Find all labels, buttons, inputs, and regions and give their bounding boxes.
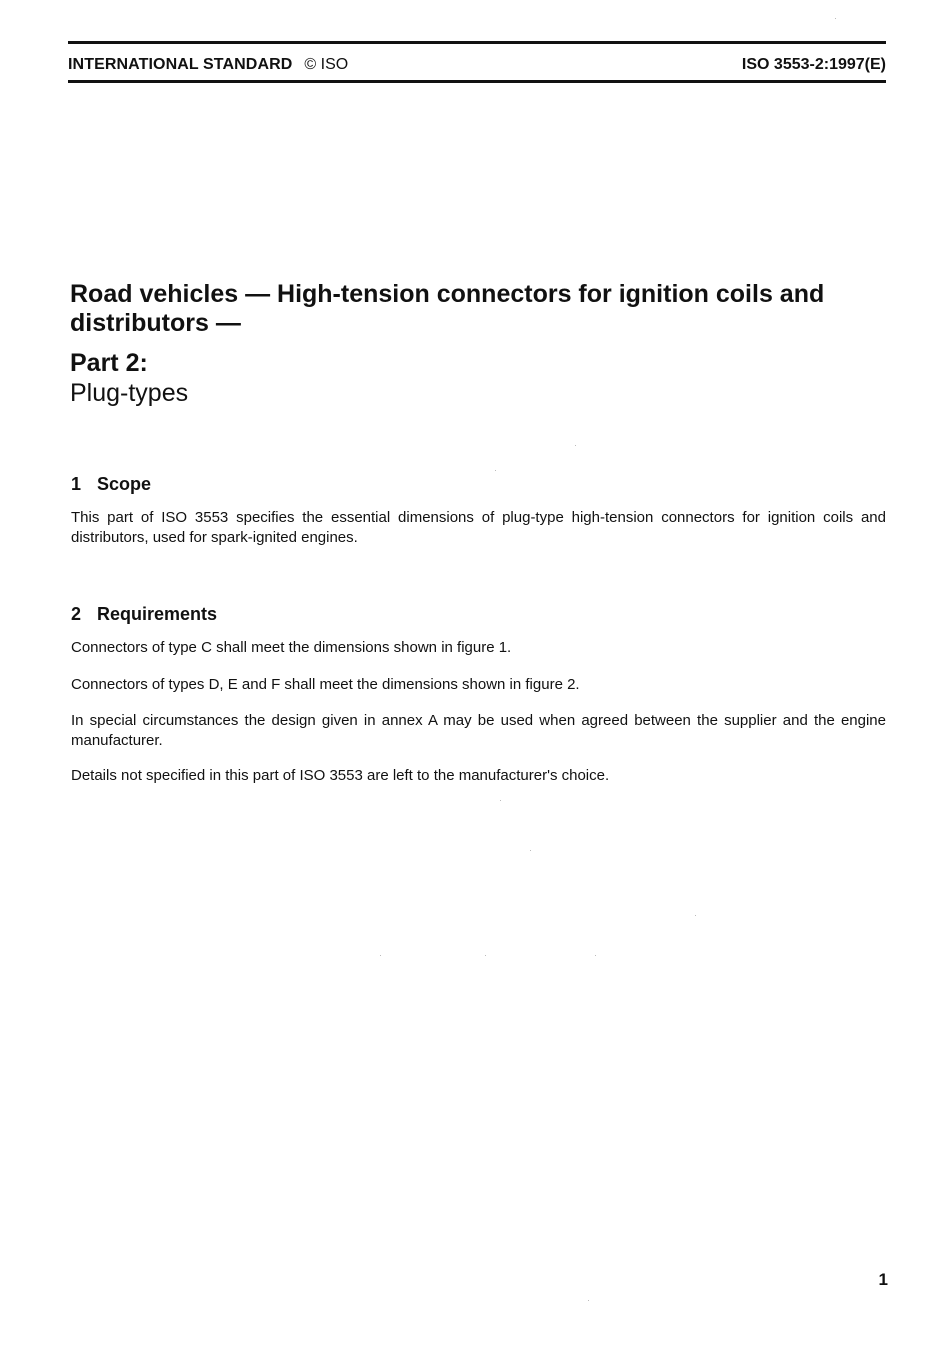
scan-speck	[500, 800, 501, 801]
page-number: 1	[878, 1270, 888, 1289]
scan-speck	[588, 1300, 589, 1301]
standard-label: INTERNATIONAL STANDARD	[68, 56, 293, 73]
part-name: Plug-types	[70, 379, 189, 407]
section-number: 1	[71, 474, 82, 494]
header-bottom-rule	[68, 80, 886, 83]
copyright-label: © ISO	[304, 56, 349, 73]
requirements-paragraph-1: Connectors of type C shall meet the dimensions shown in figure 1.	[71, 639, 512, 656]
scan-speck	[835, 18, 836, 19]
document-id: ISO 3553-2:1997(E)	[741, 56, 886, 73]
header-top-rule	[68, 41, 886, 44]
requirements-paragraph-2: Connectors of types D, E and F shall meet the dimensions shown in figure 2.	[71, 676, 580, 693]
part-label: Part 2:	[70, 349, 148, 377]
requirements-paragraph-3: In special circumstances the design given in annex A may be used when agreed between the supplier and the engine manufacturer.	[71, 712, 886, 749]
scan-speck	[530, 850, 531, 851]
scan-speck	[575, 445, 576, 446]
section-title: Requirements	[97, 604, 218, 624]
scan-speck	[485, 955, 486, 956]
requirements-paragraph-4: Details not specified in this part of ISO 3553 are left to the manufacturer's choice.	[71, 767, 610, 784]
section-number: 2	[71, 604, 82, 624]
scope-paragraph: This part of ISO 3553 specifies the essential dimensions of plug-type high-tension connectors for ignition coils and distributors, used for spark-ignited engines.	[71, 509, 886, 546]
page-header	[68, 54, 886, 76]
scan-speck	[495, 470, 496, 471]
section-heading-scope	[71, 472, 151, 496]
section-title: Scope	[97, 474, 152, 494]
scan-speck	[595, 955, 596, 956]
document-title: Road vehicles — High-tension connectors for ignition coils and distributors —	[70, 280, 825, 337]
section-heading-requirements	[71, 602, 217, 626]
scan-speck	[695, 915, 696, 916]
scan-speck	[380, 955, 381, 956]
